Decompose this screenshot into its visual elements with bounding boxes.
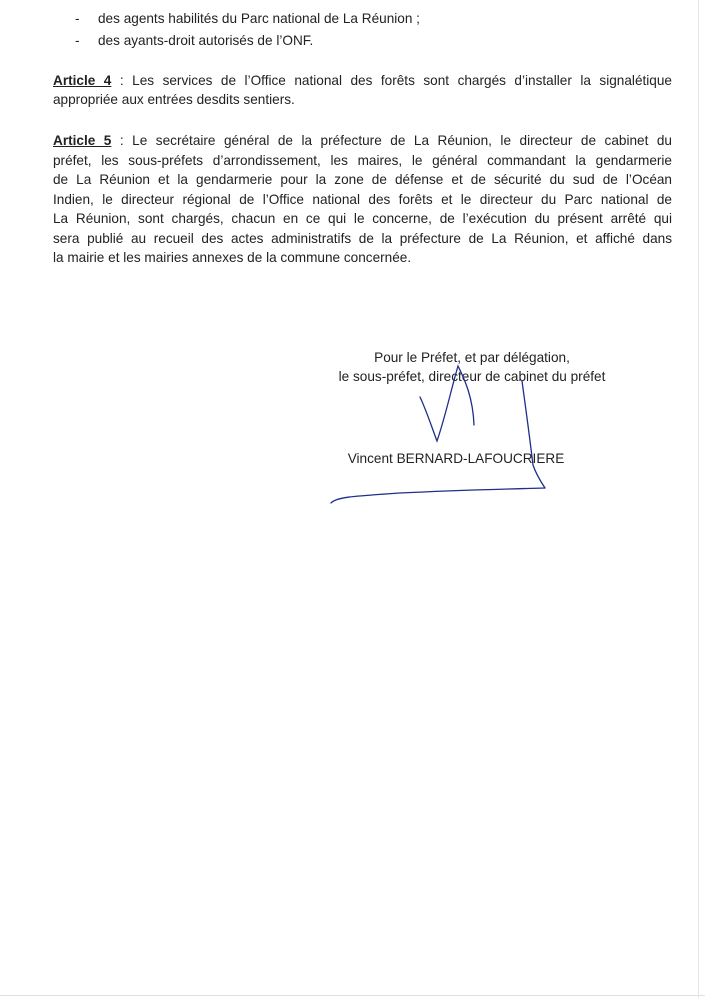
article-5-line: préfet, les sous-préfets d’arrondissement, les maires, le général commandant la gendarmerie xyxy=(53,152,672,168)
article-4-label: Article 4 xyxy=(53,73,112,88)
bullet-item: des ayants-droit autorisés de l’ONF. xyxy=(98,33,314,48)
scan-edge xyxy=(0,995,705,996)
separator: : xyxy=(111,73,133,88)
article-5-line: sera publié au recueil des actes administratifs de la préfecture de La Réunion, et affiché dans xyxy=(53,230,672,246)
scan-edge xyxy=(698,0,699,998)
article-5-line: Indien, le directeur régional de l’Office national des forêts et le directeur du Parc national de xyxy=(53,191,672,207)
article-5-line: de La Réunion et la gendarmerie pour la zone de défense et de sécurité du sud de l’Océan xyxy=(53,172,672,187)
bullet-item: des agents habilités du Parc national de La Réunion ; xyxy=(98,11,420,26)
bullet-marker: - xyxy=(75,11,80,26)
article-4-line: appropriée aux entrées desdits sentiers. xyxy=(53,92,295,107)
article-5-line: la mairie et les mairies annexes de la commune concernée. xyxy=(53,250,412,265)
article-4-text: Les services de l’Office national des forêts sont chargés d’installer la signalétique xyxy=(132,73,672,88)
article-5-line: La Réunion, sont chargés, chacun en ce qui le concerne, de l’exécution du présent arrêté qui xyxy=(53,211,672,226)
separator: : xyxy=(111,133,133,148)
article-5-text: Le secrétaire général de la préfecture de La Réunion, le directeur de cabinet du xyxy=(132,133,672,148)
signature-delegation: Pour le Préfet, et par délégation, xyxy=(374,350,570,365)
signatory-name: Vincent BERNARD-LAFOUCRIERE xyxy=(347,451,565,466)
signature-title: le sous-préfet, directeur de cabinet du préfet xyxy=(338,369,606,384)
article-5-label: Article 5 xyxy=(53,133,112,148)
bullet-marker: - xyxy=(75,33,80,48)
